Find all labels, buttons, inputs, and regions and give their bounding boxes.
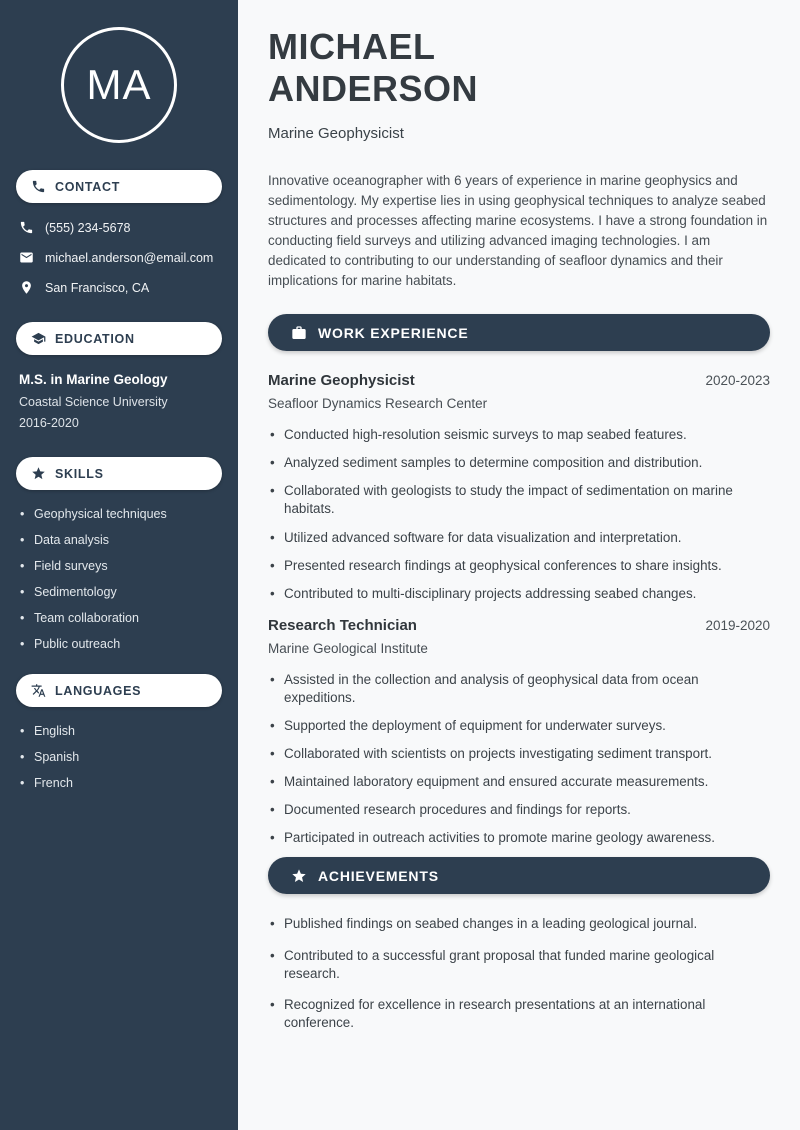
- briefcase-icon: [291, 325, 307, 341]
- languages-list: [16, 724, 222, 790]
- name-line-2: ANDERSON: [268, 67, 479, 109]
- job-bullet: • Collaborated with geologists to study the impact of sedimentation on marine habitats.: [268, 482, 770, 518]
- education-years: 2016-2020: [19, 416, 79, 430]
- job-entry: [268, 617, 770, 848]
- avatar-initials: MA: [86, 61, 152, 108]
- skill-item: • Sedimentology: [19, 585, 219, 599]
- skill-item: • Geophysical techniques: [19, 507, 219, 521]
- sidebar: [0, 0, 238, 1130]
- star-icon: [291, 868, 307, 884]
- achievements-list: [268, 915, 770, 1031]
- job-bullet: • Collaborated with scientists on projects investigating sediment transport.: [268, 745, 770, 763]
- job-bullet: • Documented research procedures and findings for reports.: [268, 801, 770, 819]
- job-bullet: • Utilized advanced software for data visualization and interpretation.: [268, 529, 770, 547]
- skill-item: • Public outreach: [19, 637, 219, 651]
- achievement-bullet: • Published findings on seabed changes in a leading geological journal.: [268, 915, 770, 933]
- contact-header-label: CONTACT: [55, 179, 121, 194]
- skill-item: • Team collaboration: [19, 611, 219, 625]
- job-entry: [268, 372, 770, 603]
- location-pin-icon: [19, 280, 34, 295]
- contact-email: [19, 250, 219, 265]
- job-dates: 2019-2020: [705, 617, 770, 633]
- achievements-label: ACHIEVEMENTS: [318, 867, 439, 884]
- job-bullet: • Assisted in the collection and analysis of geophysical data from ocean expeditions.: [268, 671, 770, 707]
- person-name: [268, 26, 770, 110]
- name-line-1: MICHAEL: [268, 26, 436, 67]
- achievement-bullet: • Contributed to a successful grant proposal that funded marine geological research.: [268, 947, 770, 983]
- job-bullet: • Maintained laboratory equipment and ensured accurate measurements.: [268, 773, 770, 791]
- job-bullet-list: [268, 671, 770, 848]
- star-icon: [31, 466, 46, 481]
- skills-section-header: [16, 457, 222, 490]
- education-entry: [16, 372, 222, 430]
- email-value: michael.anderson@email.com: [45, 250, 214, 265]
- job-bullet: • Conducted high-resolution seismic surveys to map seabed features.: [268, 426, 770, 444]
- skill-item: • Data analysis: [19, 533, 219, 547]
- main-content: [238, 0, 800, 1130]
- summary-paragraph: Innovative oceanographer with 6 years of experience in marine geophysics and sedimentology. My expertise lies in using geophysical techniques to analyze seabed structures and processes affecting marine ecosystems. I have a strong foundation in conducting field surveys and utilizing advanced imaging technologies. I am dedicated to contributing to our understanding of seafloor dynamics and their implications for marine habitats.: [268, 172, 768, 289]
- phone-icon: [19, 220, 34, 235]
- job-bullet: • Presented research findings at geophysical conferences to share insights.: [268, 557, 770, 575]
- contact-list: [16, 220, 222, 295]
- work-experience-label: WORK EXPERIENCE: [318, 324, 469, 341]
- achievement-bullet: • Recognized for excellence in research presentations at an international conference.: [268, 996, 770, 1032]
- achievements-header: [268, 857, 770, 894]
- skills-list: [16, 507, 222, 651]
- job-bullet: • Supported the deployment of equipment for underwater surveys.: [268, 717, 770, 735]
- job-company: Seafloor Dynamics Research Center: [268, 396, 488, 412]
- job-title: Marine Geophysicist: [268, 372, 415, 390]
- job-header-row: [268, 372, 770, 389]
- work-experience-header: [268, 314, 770, 351]
- translate-icon: [31, 683, 46, 698]
- languages-section-header: [16, 674, 222, 707]
- envelope-icon: [19, 250, 34, 265]
- job-bullet: • Analyzed sediment samples to determine composition and distribution.: [268, 454, 770, 472]
- person-job-title: Marine Geophysicist: [268, 124, 404, 142]
- skills-header-label: SKILLS: [55, 466, 104, 481]
- location-value: San Francisco, CA: [45, 280, 150, 295]
- languages-header-label: LANGUAGES: [55, 683, 142, 698]
- job-dates: 2020-2023: [705, 373, 770, 389]
- avatar: [61, 27, 177, 143]
- job-bullet-list: [268, 426, 770, 603]
- job-title: Research Technician: [268, 616, 417, 634]
- graduation-cap-icon: [31, 331, 46, 346]
- phone-value: (555) 234-5678: [45, 220, 131, 235]
- job-header-row: [268, 617, 770, 634]
- education-school: Coastal Science University: [19, 395, 168, 409]
- education-header-label: EDUCATION: [55, 331, 135, 346]
- language-item: • French: [19, 776, 219, 790]
- language-item: • Spanish: [19, 750, 219, 764]
- contact-phone: [19, 220, 219, 235]
- education-degree: M.S. in Marine Geology: [19, 372, 168, 387]
- job-bullet: • Participated in outreach activities to promote marine geology awareness.: [268, 829, 770, 847]
- skill-item: • Field surveys: [19, 559, 219, 573]
- phone-icon: [31, 179, 46, 194]
- job-company: Marine Geological Institute: [268, 640, 428, 656]
- contact-section-header: [16, 170, 222, 203]
- education-section-header: [16, 322, 222, 355]
- contact-location: [19, 280, 219, 295]
- language-item: • English: [19, 724, 219, 738]
- job-bullet: • Contributed to multi-disciplinary projects addressing seabed changes.: [268, 585, 770, 603]
